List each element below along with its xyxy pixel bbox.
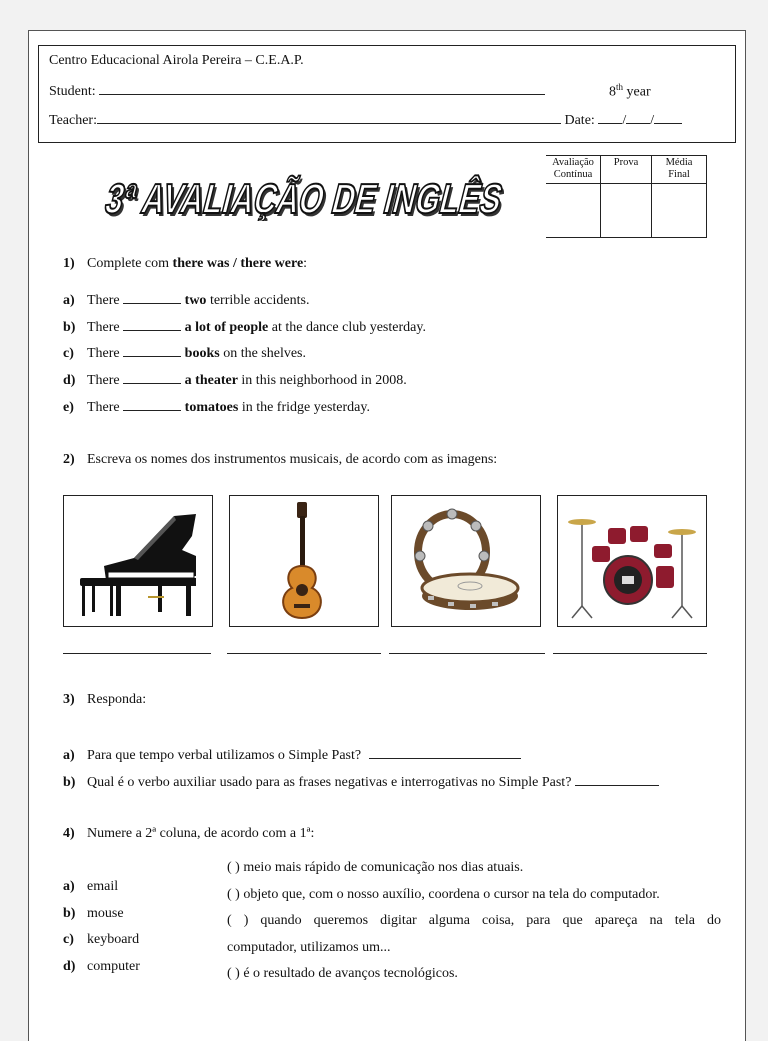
guitar-icon [230,496,378,626]
q1-item-letter: a) [63,293,75,308]
teacher-line [49,111,682,129]
date-slash-1: / [622,113,627,128]
grade-year [609,82,651,101]
q4-left-letter: d) [63,959,76,974]
q1-item-letter: d) [63,373,76,388]
q4-left-word: computer [87,959,140,974]
q4-left-a [63,879,118,895]
q2-text: Escreva os nomes dos instrumentos musicais, de acordo com as imagens: [87,452,498,467]
exam-title [99,169,519,221]
q4-left-word: email [87,879,119,894]
tambourine-image [391,495,541,627]
q1-item-e [63,398,370,416]
q1-text: Complete com [87,256,173,271]
q4-left-word: keyboard [87,932,140,947]
exam-title-graphic [99,169,519,221]
grade-col-continuous-line1: Avaliação [552,157,594,168]
q1-item-rest: in the fridge yesterday. [238,400,370,415]
q1-item-bold: tomatoes [184,400,239,415]
date-month[interactable] [626,111,650,124]
q1-item-d [63,371,407,389]
grade-cell-continuous[interactable] [546,184,601,238]
q1-item-start: There [87,346,120,361]
grade-col-final-line2: Final [668,169,690,180]
tambourine-icon [392,496,540,626]
q1-text-bold: there was / there were [172,256,304,271]
teacher-label: Teacher: [49,113,97,128]
q3-text: Responda: [87,692,147,707]
q1-instruction [63,256,307,272]
grade-cell-test[interactable] [601,184,652,238]
q3-b-letter: b) [63,775,76,790]
q1-item-start: There [87,373,120,388]
date-label: Date: [564,113,595,128]
q2-number: 2) [63,452,75,467]
answer-line-2[interactable] [227,653,381,654]
grade-number: 8 [609,84,616,100]
q1-item-rest: terrible accidents. [206,293,310,308]
q3-b-blank[interactable] [575,773,659,786]
grade-cell-final[interactable] [652,184,707,238]
q1-text-colon: : [303,256,308,271]
q1-blank[interactable] [123,398,181,411]
grade-col-final [652,156,707,184]
q3-item-b [63,773,659,791]
q1-item-bold: two [184,293,207,308]
grade-col-continuous-line2: Contínua [553,169,593,180]
guitar-image [229,495,379,627]
grade-sup: th [616,82,624,92]
q3-a-blank[interactable] [369,746,521,759]
drum-kit-icon [558,496,706,626]
q1-item-rest: at the dance club yesterday. [268,320,426,335]
q4-right-2[interactable]: ( ) objeto que, com o nosso auxílio, coordena o cursor na tela do computador. [227,887,660,902]
q1-item-letter: c) [63,346,74,361]
q1-number: 1) [63,256,75,271]
piano-image [63,495,213,627]
date-day[interactable] [598,111,622,124]
q1-item-bold: a theater [184,373,238,388]
q4-number: 4) [63,826,75,841]
teacher-field[interactable] [97,111,561,124]
grade-suffix: year [626,84,651,100]
school-name: Centro Educacional Airola Pereira – C.E.A.P. [49,53,304,68]
answer-line-4[interactable] [553,653,707,654]
q1-blank[interactable] [123,371,181,384]
answer-line-3[interactable] [389,653,545,654]
q1-blank[interactable] [123,344,181,357]
student-label: Student: [49,84,96,99]
q4-left-d [63,959,140,975]
q1-item-bold: books [184,346,220,361]
student-field[interactable] [99,82,545,95]
q3-number: 3) [63,692,75,707]
q4-left-b [63,906,124,922]
q2-instruction [63,452,497,468]
q4-left-letter: a) [63,879,75,894]
grade-col-continuous [546,156,601,184]
grade-col-test: Prova [601,156,652,184]
q4-left-letter: b) [63,906,76,921]
q1-item-bold: a lot of people [184,320,269,335]
q1-item-b [63,318,426,336]
q1-blank[interactable] [123,291,181,304]
q4-instruction [63,826,314,842]
piano-icon [64,496,212,626]
grade-col-final-line1: Média [665,157,693,168]
q3-a-letter: a) [63,748,75,763]
q1-item-letter: e) [63,400,74,415]
q4-left-word: mouse [87,906,124,921]
q1-blank[interactable] [123,318,181,331]
header-box [38,45,736,143]
student-line [49,82,545,100]
q1-item-start: There [87,320,120,335]
q1-item-start: There [87,293,120,308]
q3-b-text: Qual é o verbo auxiliar usado para as frases negativas e interrogativas no Simple Past? [87,775,572,790]
title-text: 3ª AVALIAÇÃO DE INGLÊS [100,175,519,221]
q4-left-c [63,932,139,948]
drum-kit-image [557,495,707,627]
q4-right-3-cont: computador, utilizamos um... [227,940,391,955]
q1-item-letter: b) [63,320,76,335]
grade-table [546,155,707,238]
worksheet-page [28,30,746,1041]
q3-a-text: Para que tempo verbal utilizamos o Simple Past? [87,748,362,763]
q4-right-1[interactable]: ( ) meio mais rápido de comunicação nos dias atuais. [227,860,524,875]
q1-item-rest: in this neighborhood in 2008. [237,373,407,388]
q1-item-start: There [87,400,120,415]
q4-left-letter: c) [63,932,74,947]
q1-item-rest: on the shelves. [219,346,307,361]
title-shadow: 3ª AVALIAÇÃO DE INGLÊS [102,178,519,221]
date-slash-2: / [650,113,655,128]
date-year[interactable] [654,111,682,124]
q3-instruction [63,692,146,708]
q1-item-c [63,344,306,362]
q4-right-4[interactable]: ( ) é o resultado de avanços tecnológicos. [227,966,458,981]
q4-text: Numere a 2ª coluna, de acordo com a 1ª: [87,826,315,841]
q4-right-3[interactable]: ( ) quando queremos digitar alguma coisa, para que apareça na tela do [227,913,721,928]
q3-item-a [63,746,521,764]
q1-item-a [63,291,309,309]
answer-line-1[interactable] [63,653,211,654]
